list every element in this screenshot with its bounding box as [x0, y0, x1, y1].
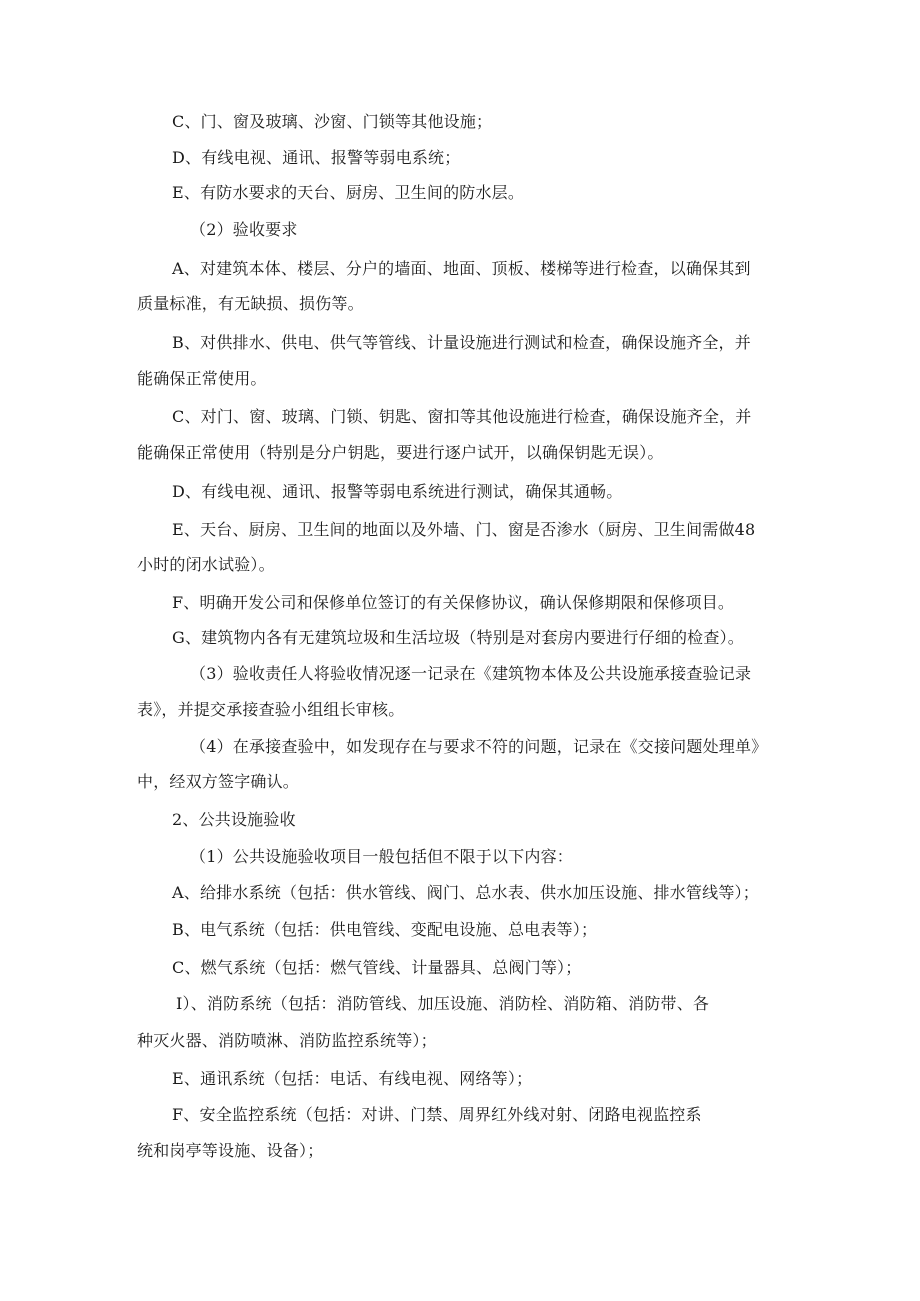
- paragraph-line: E、天台、厨房、卫生间的地面以及外墙、门、窗是否渗水（厨房、卫生间需做48: [172, 520, 756, 539]
- paragraph-line: F、明确开发公司和保修单位签订的有关保修协议，确认保修期限和保修项目。: [172, 593, 735, 612]
- paragraph-line: E、通讯系统（包括：电话、有线电视、网络等）；: [172, 1069, 533, 1088]
- section-heading: （1）公共设施验收项目一般包括但不限于以下内容：: [190, 847, 573, 866]
- paragraph-line: （4）在承接查验中，如发现存在与要求不符的问题，记录在《交接问题处理单》: [190, 737, 768, 756]
- paragraph-line: E、有防水要求的天台、厨房、卫生间的防水层。: [172, 183, 525, 202]
- paragraph-line: 小时的闭水试验）。: [137, 555, 275, 574]
- paragraph-line: C、门、窗及玻璃、沙窗、门锁等其他设施；: [172, 112, 493, 131]
- paragraph-line: D、有线电视、通讯、报警等弱电系统；: [172, 148, 461, 167]
- paragraph-line: 能确保正常使用。: [137, 369, 267, 388]
- paragraph-line: 质量标准，有无缺损、损伤等。: [137, 294, 364, 313]
- paragraph-line: D、有线电视、通讯、报警等弱电系统进行测试，确保其通畅。: [172, 482, 623, 501]
- section-heading: （2）验收要求: [190, 220, 298, 239]
- paragraph-line: 中，经双方签字确认。: [137, 772, 300, 791]
- paragraph-line: 统和岗亭等设施、设备）；: [137, 1141, 324, 1160]
- paragraph-line: A、给排水系统（包括：供水管线、阀门、总水表、供水加压设施、排水管线等）；: [172, 883, 759, 902]
- paragraph-line: B、电气系统（包括：供电管线、变配电设施、总电表等）；: [172, 920, 598, 939]
- paragraph-line: C、对门、窗、玻璃、门锁、钥匙、窗扣等其他设施进行检查，确保设施齐全，并: [172, 407, 752, 426]
- paragraph-line: A、对建筑本体、楼层、分户的墙面、地面、顶板、楼梯等进行检查，以确保其到: [172, 259, 751, 278]
- paragraph-line: F、安全监控系统（包括：对讲、门禁、周界红外线对射、闭路电视监控系: [172, 1105, 702, 1124]
- paragraph-line: C、燃气系统（包括：燃气管线、计量器具、总阀门等）；: [172, 958, 582, 977]
- paragraph-line: 能确保正常使用（特别是分户钥匙，要进行逐户试开，以确保钥匙无误）。: [137, 443, 664, 462]
- paragraph-line: （3）验收责任人将验收情况逐一记录在《建筑物本体及公共设施承接查验记录: [190, 664, 752, 683]
- paragraph-line: B、对供排水、供电、供气等管线、计量设施进行测试和检查，确保设施齐全，并: [172, 333, 751, 352]
- paragraph-line: G、建筑物内各有无建筑垃圾和生活垃圾（特别是对套房内要进行仔细的检查）。: [172, 628, 744, 647]
- paragraph-line: 表》，并提交承接查验小组组长审核。: [137, 700, 405, 719]
- section-heading: 2、公共设施验收: [172, 810, 296, 829]
- paragraph-line: 种灭火器、消防喷淋、消防监控系统等）；: [137, 1031, 437, 1050]
- paragraph-line: I）、消防系统（包括：消防管线、加压设施、消防栓、消防箱、消防带、各: [176, 994, 710, 1013]
